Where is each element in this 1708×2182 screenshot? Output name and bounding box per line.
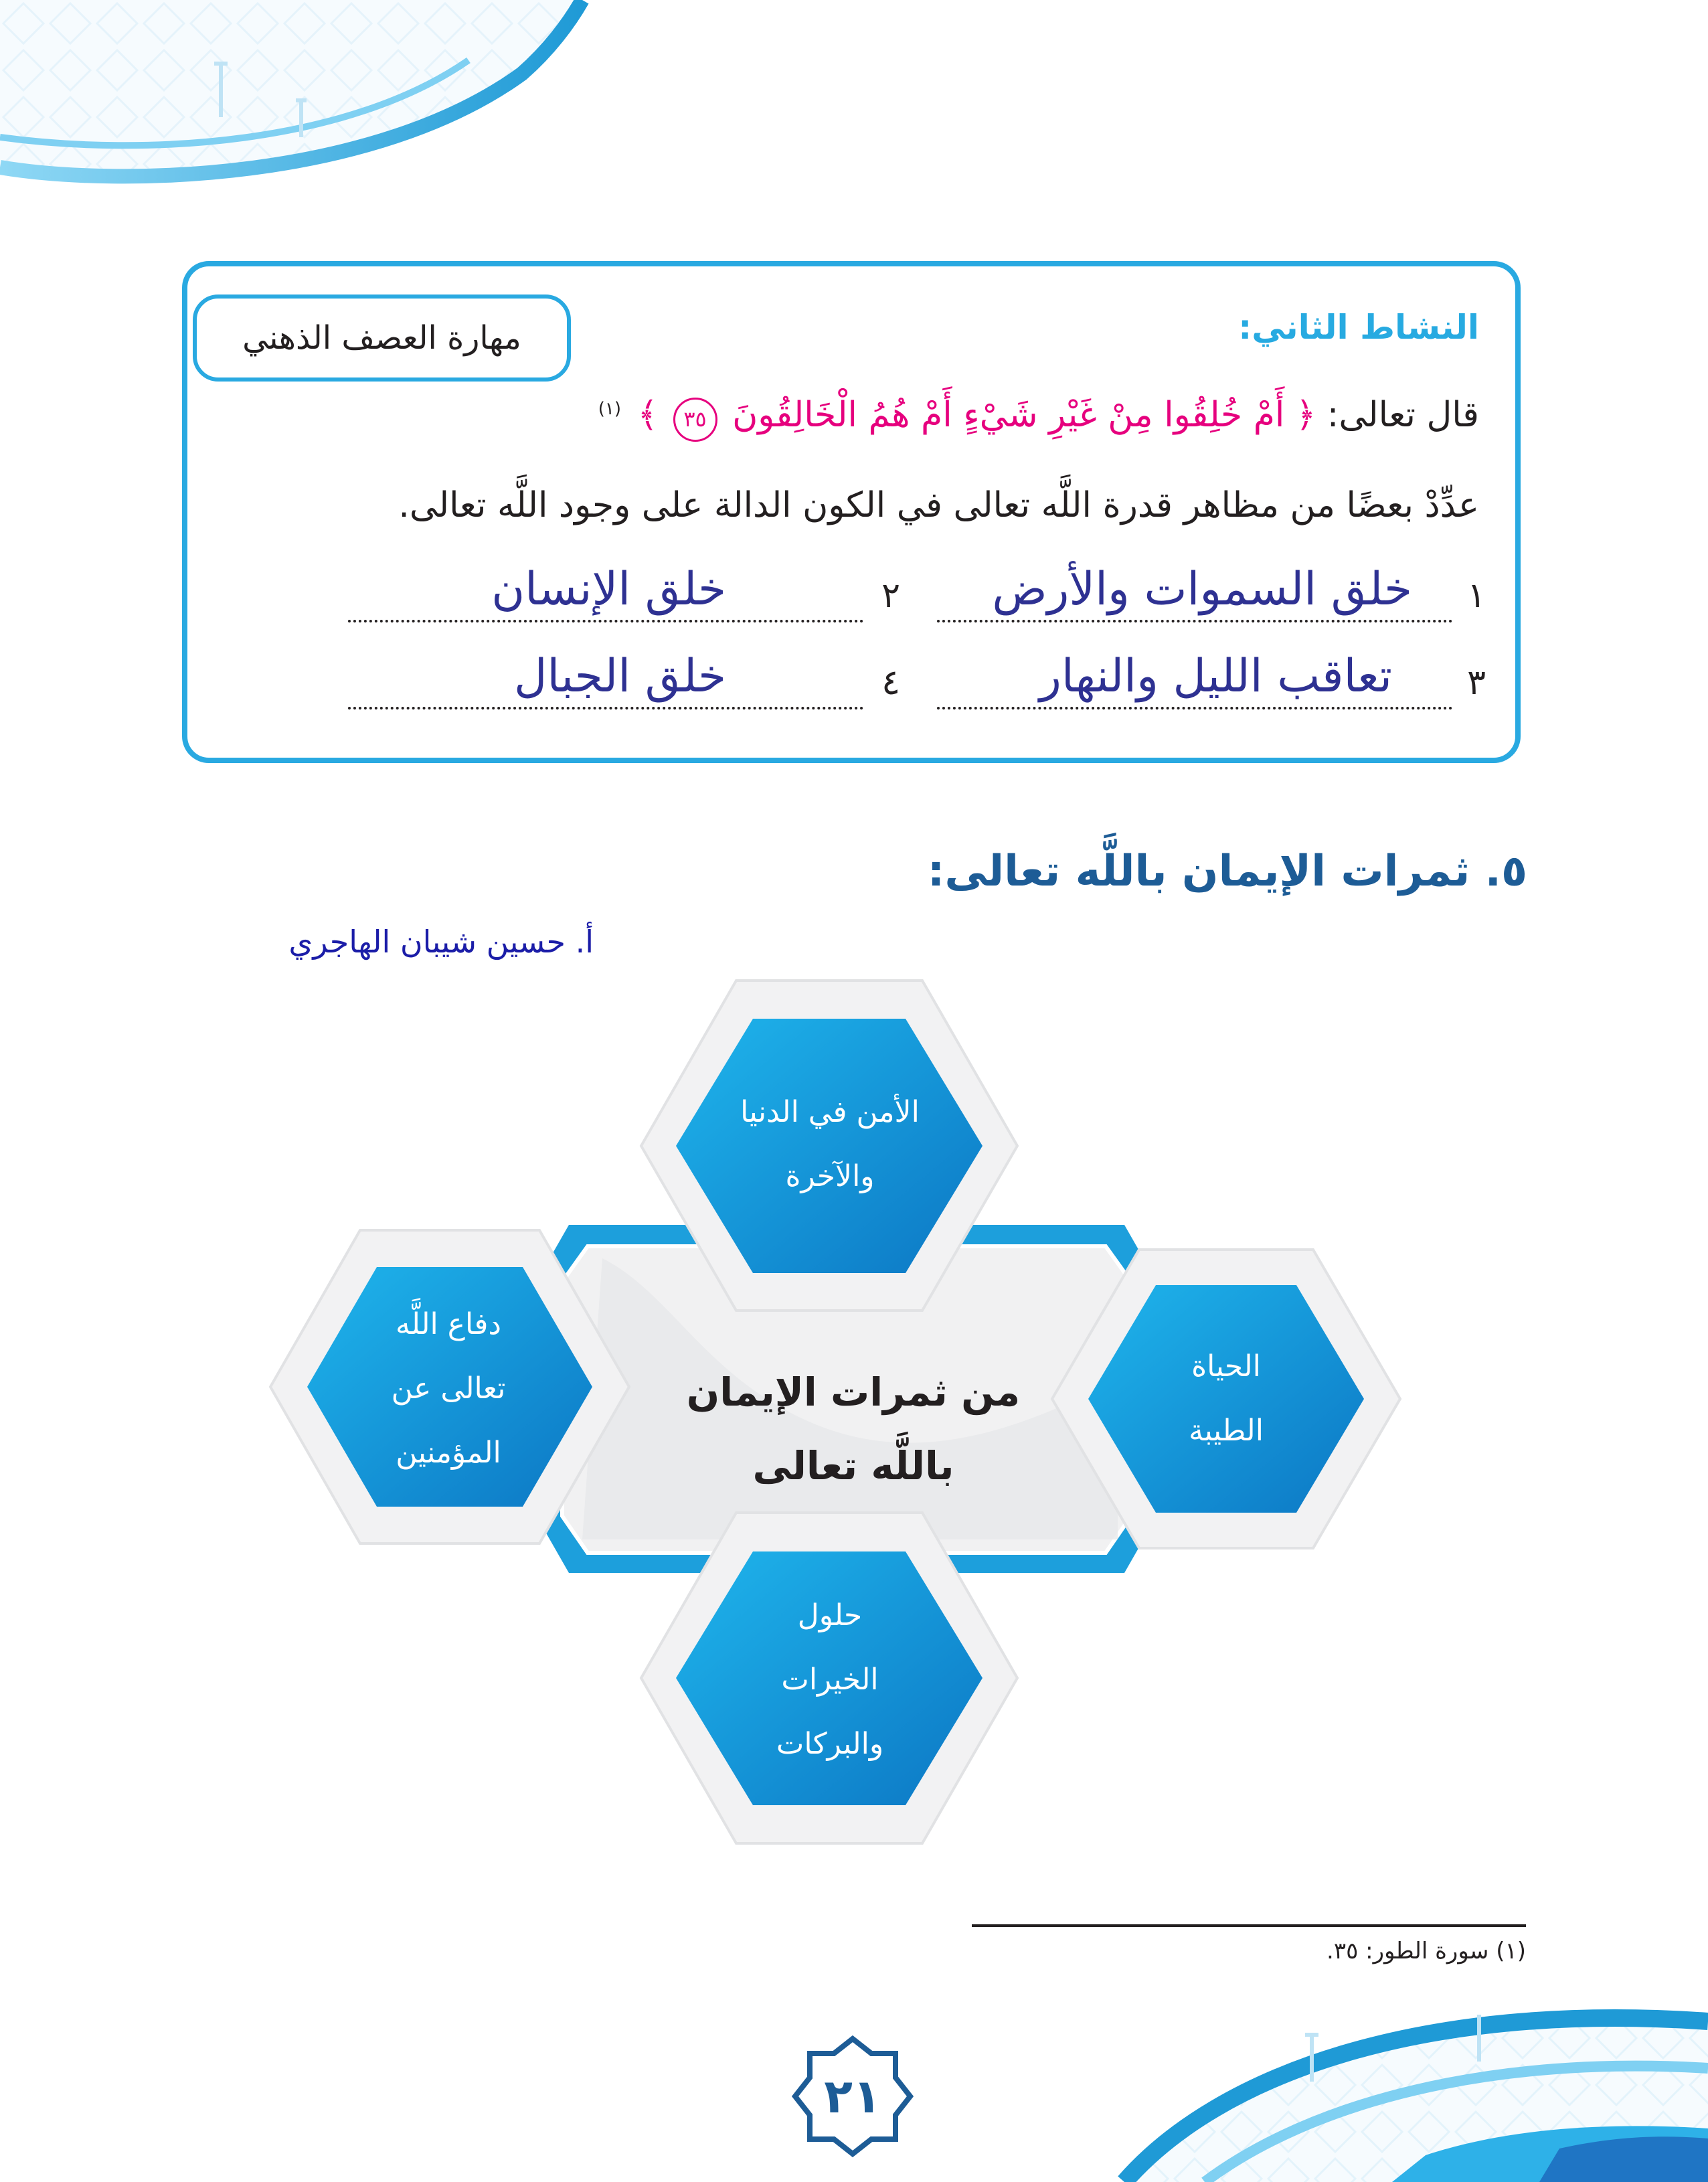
answer-text[interactable]: خلق السموات والأرض <box>992 563 1412 616</box>
answer-text[interactable]: تعاقب الليل والنهار <box>1039 650 1392 703</box>
footnote-reference: (١) <box>598 398 621 419</box>
answer-number: ١ <box>1467 576 1486 616</box>
hex-line: تعالى عن <box>391 1371 506 1406</box>
hex-line: الخيرات <box>781 1663 879 1697</box>
hex-line: والبركات <box>776 1727 884 1761</box>
ayah-number: ٣٥ <box>673 398 717 442</box>
section-title: ٥. ثمرات الإيمان باللَّه تعالى: <box>927 847 1527 896</box>
hex-line: المؤمنين <box>396 1436 501 1470</box>
diagram-center-text <box>669 1339 1037 1519</box>
center-line: من ثمرات الإيمان <box>686 1369 1021 1415</box>
verse-close-bracket: ﴾ <box>637 395 658 435</box>
hex-line: الحياة <box>1191 1349 1261 1383</box>
footnote-divider <box>972 1924 1526 1927</box>
activity-title: النشاط الثاني: <box>1238 308 1479 347</box>
hexagon-top-text <box>696 1044 964 1245</box>
skill-badge: مهارة العصف الذهني <box>193 295 571 382</box>
hexagon-bottom-text <box>696 1570 964 1790</box>
verse-intro: قال تعالى: <box>1327 395 1479 435</box>
answer-text[interactable]: خلق الجبال <box>513 650 726 703</box>
answer-number: ٣ <box>1467 663 1486 703</box>
answer-text[interactable]: خلق الإنسان <box>491 563 726 616</box>
hex-line: والآخرة <box>785 1159 875 1193</box>
hexagon-left-text <box>328 1278 569 1499</box>
verse-text: أَمْ خُلِقُوا مِنْ غَيْرِ شَيْءٍ أَمْ هُمُ الْخَالِقُونَ <box>732 395 1285 435</box>
page-number: ٢١ <box>824 2069 881 2124</box>
hexagon-right-text <box>1106 1292 1347 1506</box>
author-name: أ. حسين شيبان الهاجري <box>288 924 594 960</box>
hex-line: دفاع اللَّه <box>395 1307 502 1341</box>
center-line: باللَّه تعالى <box>752 1443 954 1489</box>
hex-line: الأمن في الدنيا <box>740 1095 920 1129</box>
hex-line: حلول <box>797 1598 863 1632</box>
answer-number: ٤ <box>881 663 900 703</box>
verse-open-bracket: ﴿ <box>1295 395 1316 435</box>
instruction-text: عدِّدْ بعضًا من مظاهر قدرة اللَّه تعالى في الكون الدالة على وجود اللَّه تعالى. <box>398 485 1479 525</box>
footnote-text: (١) سورة الطور: ٣٥. <box>1327 1938 1526 1964</box>
hex-line: الطيبة <box>1189 1414 1264 1448</box>
answer-number: ٢ <box>881 576 900 616</box>
